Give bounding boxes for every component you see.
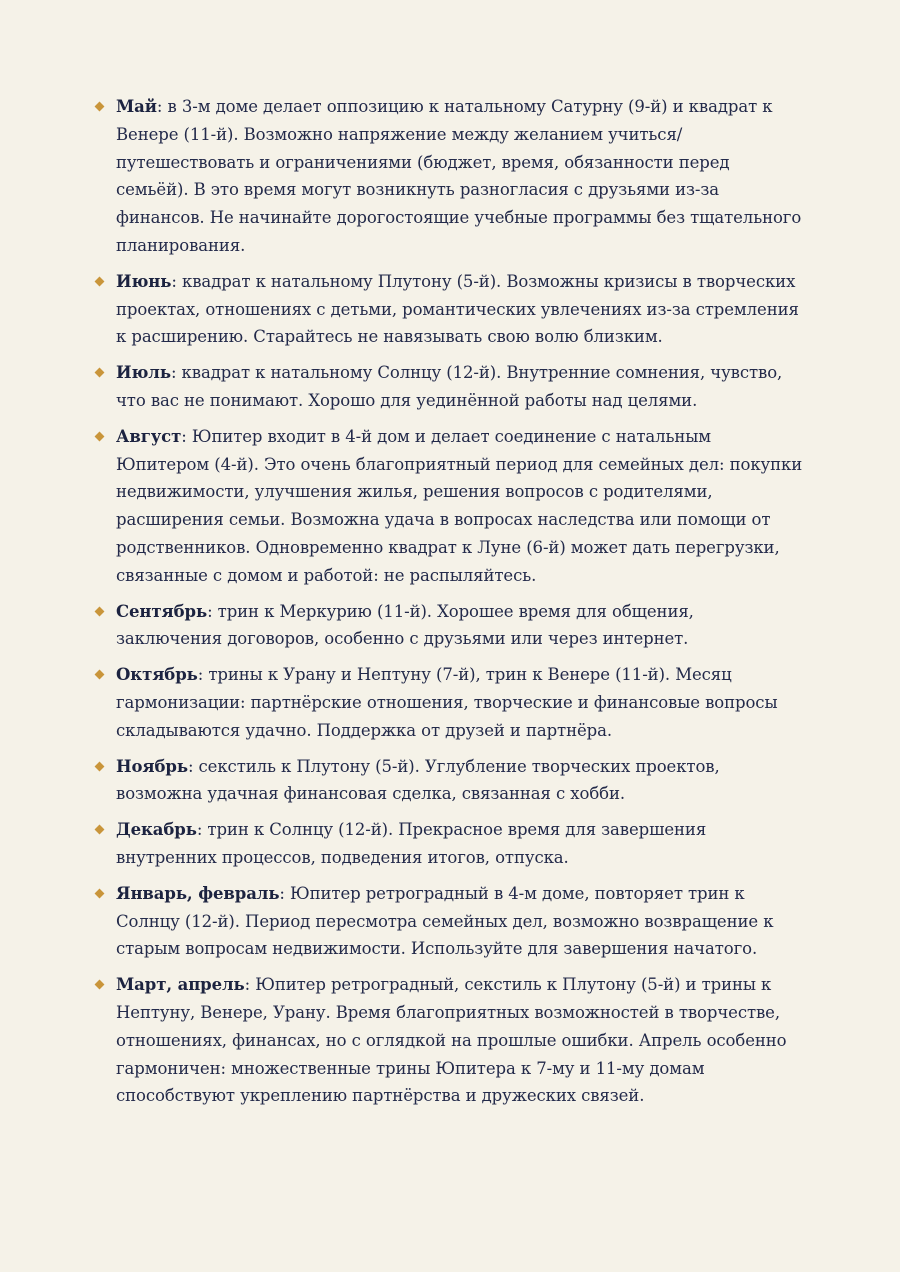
item-text: : в 3-м доме делает оппозицию к натальному Сатурну (9-й) и квадрат к Венере (11-й). Возможно напряжение между желанием учиться/путешествовать и ограничениями (бюджет, время, обязанности перед семьёй). В это время могут возникнуть разногласия с друзьями из-за финансов. Не начинайте дорогостоящие учебные программы без тщательного планирования. <box>116 97 802 255</box>
item-text: : трин к Меркурию (11-й). Хорошее время для общения, заключения договоров, особенно с друзьями или через интернет. <box>116 601 694 649</box>
item-label: Декабрь <box>116 820 197 840</box>
list-item-june <box>95 268 804 351</box>
item-label: Сентябрь <box>116 601 208 621</box>
diamond-bullet-icon <box>95 276 105 286</box>
list-item-may <box>95 93 804 260</box>
list-item-july <box>95 359 804 415</box>
item-text: : секстиль к Плутону (5-й). Углубление творческих проектов, возможна удачная финансовая сделка, связанная с хобби. <box>116 756 720 804</box>
item-label: Август <box>116 426 182 446</box>
diamond-bullet-icon <box>95 431 105 441</box>
diamond-bullet-icon <box>95 825 105 835</box>
diamond-bullet-icon <box>95 980 105 990</box>
diamond-bullet-icon <box>95 888 105 898</box>
diamond-bullet-icon <box>95 670 105 680</box>
item-text: : квадрат к натальному Плутону (5-й). Возможны кризисы в творческих проектах, отношениях с детьми, романтических увлечениях из-за стремления к расширению. Старайтесь не навязывать свою волю близким. <box>116 271 799 347</box>
item-text: : Юпитер ретроградный, секстиль к Плутону (5-й) и трины к Нептуну, Венере, Урану. Время благоприятных возможностей в творчестве, отношениях, финансах, но с оглядкой на прошлые ошибки. Апрель особенно гармоничен: множественные трины Юпитера к 7-му и 11-му домам способствуют укреплению партнёрства и дружеских связей. <box>116 975 787 1106</box>
item-label: Май <box>116 97 157 116</box>
item-text: : трины к Урану и Нептуну (7-й), трин к Венере (11-й). Месяц гармонизации: партнёрские отношения, творческие и финансовые вопросы складываются удачно. Поддержка от друзей и партнёра. <box>116 665 778 740</box>
item-label: Март, апрель <box>116 975 245 995</box>
diamond-bullet-icon <box>95 606 105 616</box>
diamond-bullet-icon <box>95 761 105 771</box>
list-item-august <box>95 423 804 590</box>
list-item-january-february <box>95 880 804 963</box>
item-text: : Юпитер ретроградный в 4-м доме, повторяет трин к Солнцу (12-й). Период пересмотра семейных дел, возможно возвращение к старым вопросам недвижимости. Используйте для завершения начатого. <box>116 883 774 959</box>
item-text: : Юпитер входит в 4-й дом и делает соединение с натальным Юпитером (4-й). Это очень благоприятный период для семейных дел: покупки недвижимости, улучшения жилья, решения вопросов с родителями, расширения семьи. Возможна удача в вопросах наследства или помощи от родственников. Одновременно квадрат к Луне (6-й) может дать перегрузки, связанные с домом и работой: не распыляйтесь. <box>116 426 803 585</box>
transit-list <box>95 93 804 1110</box>
item-label: Октябрь <box>116 665 198 685</box>
diamond-bullet-icon <box>95 368 105 378</box>
list-item-october <box>95 661 804 744</box>
list-item-march-april <box>95 971 804 1110</box>
item-label: Июль <box>116 363 171 383</box>
item-text: : квадрат к натальному Солнцу (12-й). Внутренние сомнения, чувство, что вас не понимают. Хорошо для уединённой работы над целями. <box>116 363 783 410</box>
list-item-september <box>95 598 804 654</box>
item-label: Июнь <box>116 271 172 291</box>
diamond-bullet-icon <box>95 102 105 112</box>
item-label: Январь, февраль <box>116 883 280 903</box>
list-item-november <box>95 753 804 809</box>
list-item-december <box>95 816 804 872</box>
item-text: : трин к Солнцу (12-й). Прекрасное время для завершения внутренних процессов, подведения итогов, отпуска. <box>116 820 707 867</box>
item-label: Ноябрь <box>116 756 188 776</box>
